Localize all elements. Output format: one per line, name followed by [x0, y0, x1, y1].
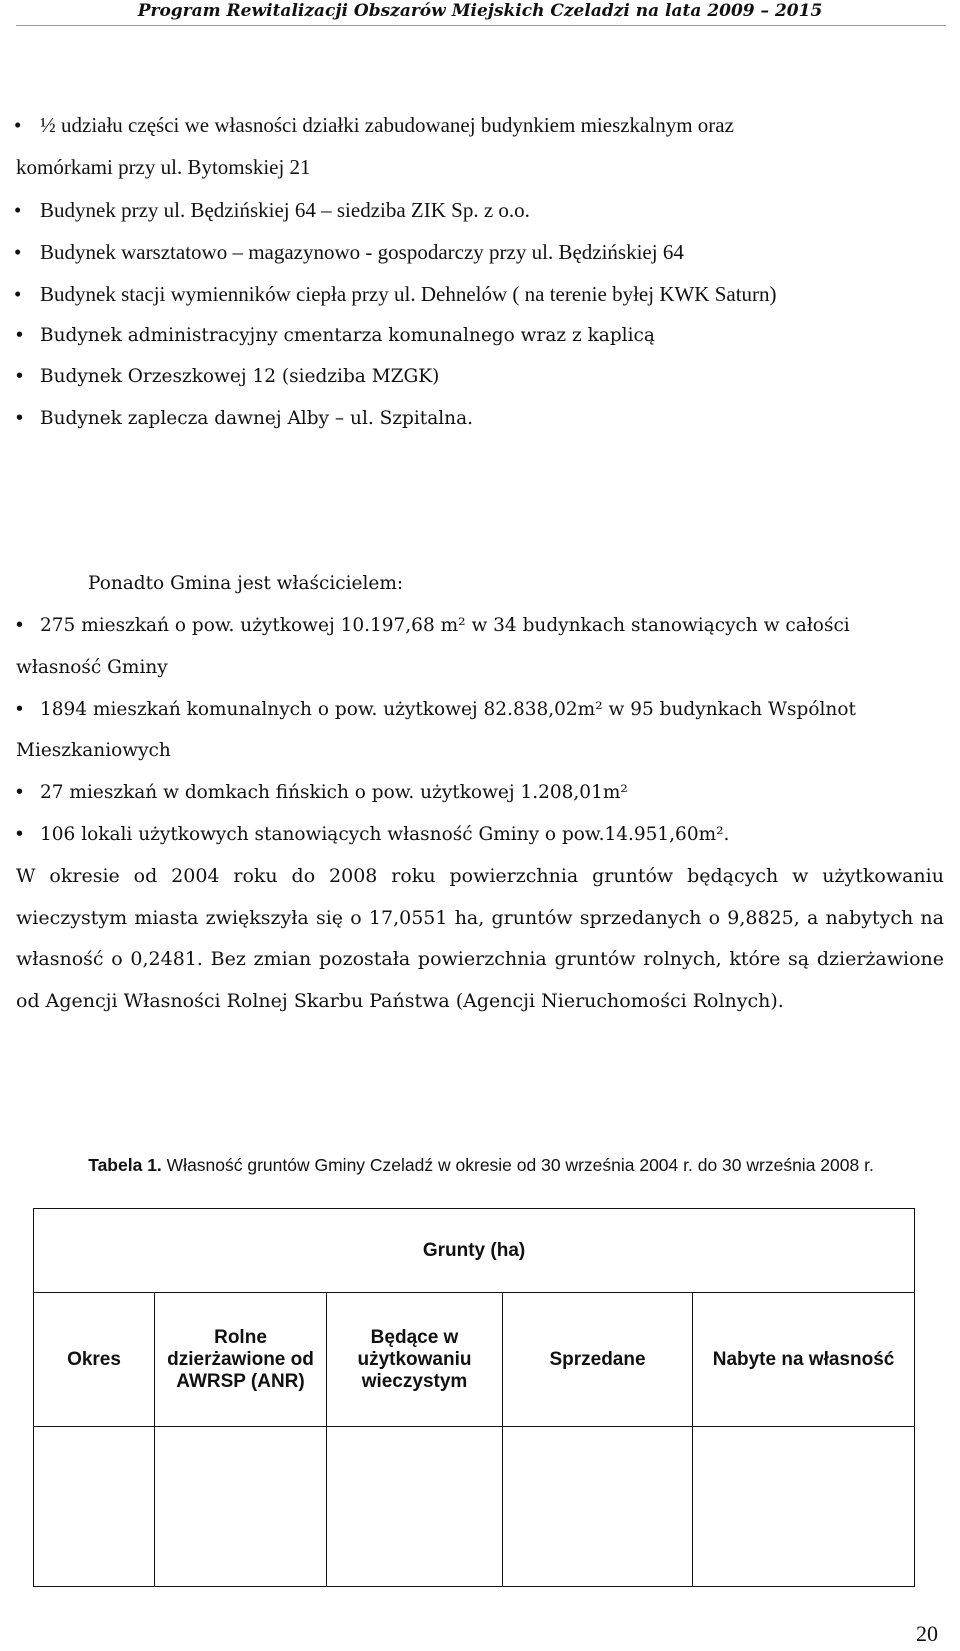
- list-item-continuation: komórkami przy ul. Bytomskiej 21: [16, 155, 311, 179]
- table-cell: [34, 1427, 155, 1587]
- column-header: Nabyte na własność: [693, 1293, 915, 1427]
- table-cell: [693, 1427, 915, 1587]
- list-item: • 1894 mieszkań komunalnych o pow. użytkowej 82.838,02m² w 95 budynkach Wspólnot: [16, 699, 856, 720]
- list-item: • Budynek Orzeszkowej 12 (siedziba MZGK): [16, 366, 439, 387]
- list-item: • 27 mieszkań w domkach fińskich o pow. użytkowej 1.208,01m²: [16, 782, 628, 803]
- column-header: Będące w użytkowaniu wieczystym: [327, 1293, 503, 1427]
- table-cell: [327, 1427, 503, 1587]
- column-header: Sprzedane: [503, 1293, 693, 1427]
- table-caption-text: Własność gruntów Gminy Czeladź w okresie od 30 września 2004 r. do 30 września 2008 r.: [161, 1155, 874, 1175]
- column-header: Okres: [34, 1293, 155, 1427]
- table-group-header-row: [34, 1209, 915, 1293]
- table-group-header: Grunty (ha): [34, 1209, 915, 1293]
- table-cell: [155, 1427, 327, 1587]
- body-paragraph: W okresie od 2004 roku do 2008 roku powierzchnia gruntów będących w użytkowaniu wieczystym miasta zwiększyła się o 17,0551 ha, gruntów sprzedanych o 9,8825, a nabytych na własność o 0,2481. Bez zmian pozostała powierzchnia gruntów rolnych, które są dzierżawione od Agencji Własności Rolnej Skarbu Państwa (Agencji Nieruchomości Rolnych).: [16, 865, 944, 1012]
- table-caption: [16, 1153, 946, 1178]
- table-header-row: [34, 1293, 915, 1427]
- list-item: • Budynek administracyjny cmentarza komunalnego wraz z kaplicą: [16, 325, 655, 346]
- list-item: • Budynek stacji wymienników ciepła przy ul. Dehnelów ( na terenie byłej KWK Saturn): [16, 282, 777, 307]
- page-number: 20: [916, 1621, 938, 1646]
- column-header: Rolne dzierżawione od AWRSP (ANR): [155, 1293, 327, 1427]
- list-item: • Budynek przy ul. Będzińskiej 64 – siedziba ZIK Sp. z o.o.: [16, 198, 530, 223]
- list-item-continuation: Mieszkaniowych: [16, 740, 171, 761]
- table-caption-label: Tabela 1.: [88, 1155, 162, 1175]
- land-ownership-table: [33, 1208, 915, 1587]
- intro-text: Ponadto Gmina jest właścicielem:: [88, 573, 404, 594]
- header-rule: [16, 25, 946, 26]
- table-cell: [503, 1427, 693, 1587]
- list-item: • Budynek zaplecza dawnej Alby – ul. Szpitalna.: [16, 408, 473, 429]
- list-item: • Budynek warsztatowo – magazynowo - gospodarczy przy ul. Będzińskiej 64: [16, 240, 684, 265]
- table-row: [34, 1427, 915, 1587]
- document-title: Program Rewitalizacji Obszarów Miejskich Czeladzi na lata 2009 – 2015: [137, 1, 823, 21]
- list-item: • ½ udziału części we własności działki zabudowanej budynkiem mieszkalnym oraz: [16, 113, 734, 138]
- list-item: • 275 mieszkań o pow. użytkowej 10.197,68 m² w 34 budynkach stanowiących w całości: [16, 615, 850, 636]
- running-header: [0, 0, 960, 28]
- list-item: • 106 lokali użytkowych stanowiących własność Gminy o pow.14.951,60m².: [16, 824, 729, 845]
- list-item-continuation: własność Gminy: [16, 657, 168, 678]
